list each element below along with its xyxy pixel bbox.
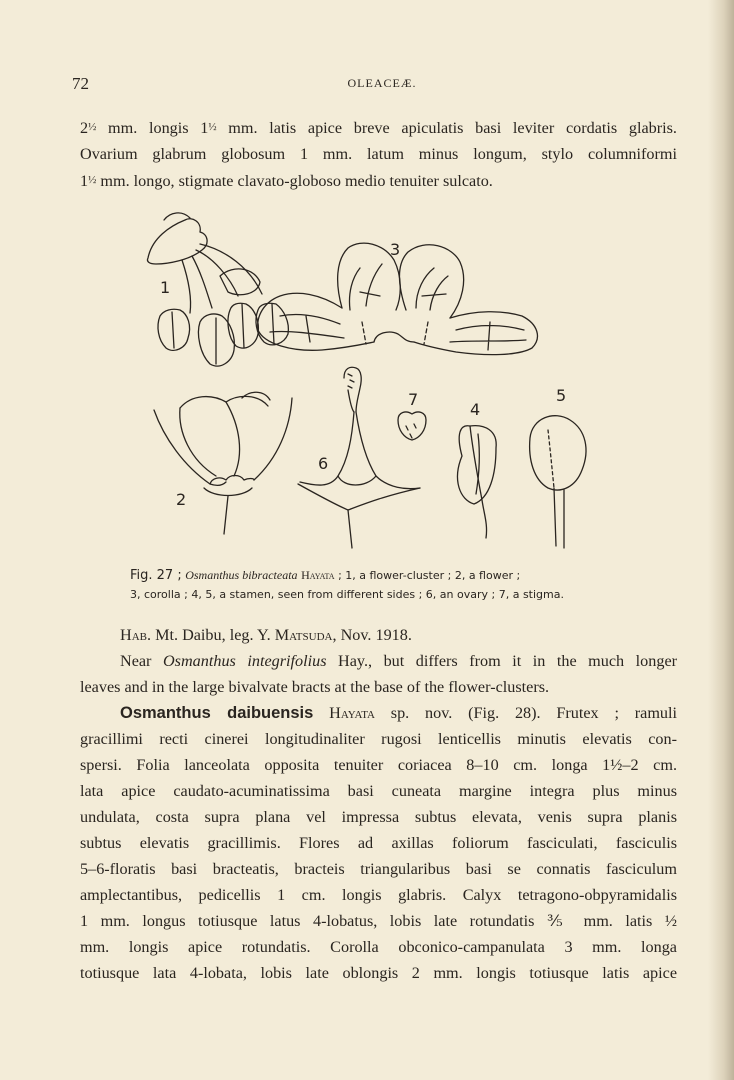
figure-number-label: 2 [176, 490, 187, 509]
description-line: 1 mm. longus totiusque latus 4-lobatus, lobis late rotundatis ⅗ mm. latis ½ [80, 912, 677, 930]
page-edge-shadow [708, 0, 734, 1080]
caption-species: Osmanthus bibracteata [185, 568, 298, 582]
flower-drawing [154, 392, 292, 534]
text-line: 2½ mm. longis 1½ mm. latis apice breve apiculatis basi leviter cordatis glabris. [80, 119, 677, 137]
figure-number-label: 1 [160, 278, 171, 297]
caption-line: Fig. 27 ; Osmanthus bibracteata Hayata ; 1, a flower-cluster ; 2, a flower ; [130, 568, 521, 583]
description-line: amplectantibus, pedicellis 1 cm. longis glabris. Calyx tetragono-obpyramidalis [80, 886, 677, 904]
stamen-front-drawing [458, 426, 497, 538]
botanical-figure [130, 198, 620, 558]
note-line: Near Osmanthus integrifolius Hay., but differs from it in the much longer [120, 652, 678, 670]
description-line: gracillimi recti cinerei longitudinaliter rugosi lenticellis minutis elevatis con- [80, 730, 677, 748]
description-first-line: Osmanthus daibuensis Hayata sp. nov. (Fig. 28). Frutex ; ramuli [120, 704, 678, 722]
species-description [80, 700, 677, 986]
stigma-drawing [398, 412, 426, 440]
description-line: undulata, costa supra plana vel impressa subtus elevata, venis supra planis [80, 808, 677, 826]
figure-caption [130, 566, 630, 604]
caption-author: Hayata [301, 568, 335, 582]
figure-drawing [130, 198, 620, 558]
description-line: mm. longis apice rotundatis. Corolla obconico-campanulata 3 mm. longa [80, 938, 677, 956]
note-line: leaves and in the large bivalvate bracts at the base of the flower-clusters. [80, 678, 550, 696]
stamen-side-drawing [530, 416, 586, 548]
description-line: subtus elevatis gracillimis. Flores ad axillas foliorum fasciculati, fasciculis [80, 834, 677, 852]
figure-number-label: 3 [390, 240, 401, 259]
running-head: OLEACEÆ. [347, 76, 417, 90]
ovary-drawing [298, 367, 420, 548]
description-line: lata apice caudato-acuminatissima basi cuneata margine integra plus minus [80, 782, 677, 800]
species-name: Osmanthus daibuensis [120, 704, 314, 722]
figure-number-label: 4 [470, 400, 481, 419]
page-header [72, 74, 692, 96]
caption-line: 3, corolla ; 4, 5, a stamen, seen from different sides ; 6, an ovary ; 7, a stigma. [130, 588, 564, 601]
corolla-drawing [258, 243, 538, 355]
figure-number-label: 6 [318, 454, 329, 473]
text-line: 1½ mm. longo, stigmate clavato-globoso medio tenuiter sulcato. [80, 172, 493, 190]
figure-number-label: 5 [556, 386, 567, 405]
description-line: totiusque lata 4-lobata, lobis late oblongis 2 mm. longis totiusque latis apice [80, 964, 677, 982]
caption-figure-label: Fig. 27 ; [130, 568, 182, 583]
text-line: Ovarium glabrum globosum 1 mm. latum minus longum, stylo columniformi [80, 145, 677, 163]
habitat-and-note [80, 622, 677, 700]
figure-number-label: 7 [408, 390, 419, 409]
description-line: 5–6-floratis basi bracteatis, bracteis triangularibus basi se connatis fasciculum [80, 860, 677, 878]
page-number: 72 [72, 74, 89, 93]
intro-paragraph [80, 114, 677, 194]
description-line: spersi. Folia lanceolata opposita tenuiter coriacea 8–10 cm. longa 1½–2 cm. [80, 756, 677, 774]
habitat-line: Hab. Mt. Daibu, leg. Y. Matsuda, Nov. 1918. [120, 626, 412, 644]
